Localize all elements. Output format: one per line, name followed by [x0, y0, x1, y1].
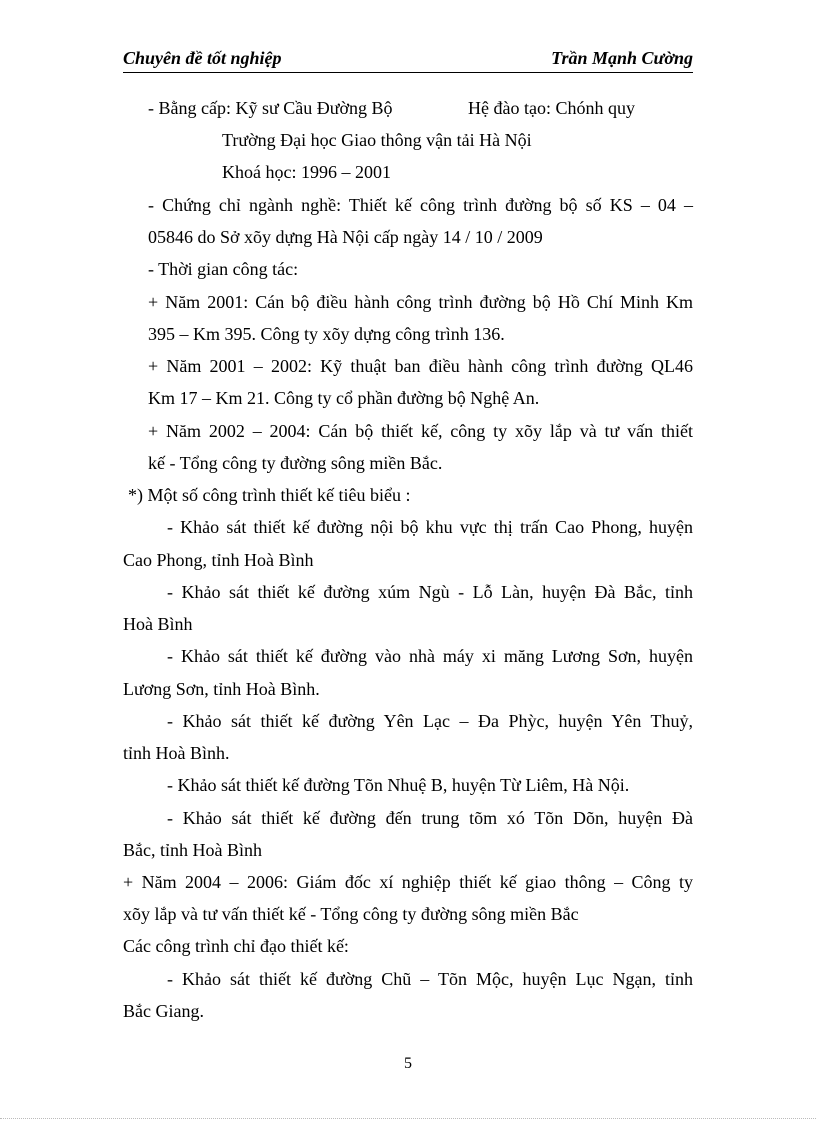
project-item: - Khảo sát thiết kế đường vào nhà máy xi măng Lương Sơn, huyện	[167, 646, 693, 666]
work-item-cont: kế - Tổng công ty đường sông miền Bắc.	[148, 453, 443, 473]
page-number: 5	[404, 1055, 412, 1072]
project-item-cont: Bắc Giang.	[123, 1001, 204, 1021]
project-item-cont: tỉnh Hoà Bình.	[123, 743, 230, 763]
project-item-cont: Cao Phong, tỉnh Hoà Bình	[123, 550, 314, 570]
project-item: - Khảo sát thiết kế đường Chũ – Tõn Mộc, huyện Lục Ngạn, tỉnh	[167, 969, 693, 989]
certificate-line-cont: 05846 do Sở xõy dựng Hà Nội cấp ngày 14 / 10 / 2009	[148, 227, 543, 247]
header-title: Chuyên đề tốt nghiệp	[123, 48, 282, 68]
work-item: + Năm 2002 – 2004: Cán bộ thiết kế, công ty xõy lắp và tư vấn thiết	[148, 421, 693, 441]
work-item-cont: Km 17 – Km 21. Công ty cổ phần đường bộ Nghệ An.	[148, 388, 540, 408]
page-bottom-divider	[0, 1118, 816, 1119]
project-item-cont: Bắc, tỉnh Hoà Bình	[123, 840, 262, 860]
training-type: Hệ đào tạo: Chónh quy	[468, 98, 635, 118]
project-item: - Khảo sát thiết kế đường Tõn Nhuệ B, huyện Từ Liêm, Hà Nội.	[167, 775, 630, 795]
work-item-cont: 395 – Km 395. Công ty xõy dựng công trình 136.	[148, 324, 505, 344]
work-period-heading: - Thời gian công tác:	[148, 259, 299, 279]
work-item: + Năm 2004 – 2006: Giám đốc xí nghiệp thiết kế giao thông – Công ty	[123, 872, 693, 892]
directed-projects-heading: Các công trình chỉ đạo thiết kế:	[123, 936, 349, 956]
work-item-cont: xõy lắp và tư vấn thiết kế - Tổng công ty đường sông miền Bắc	[123, 904, 579, 924]
course-line: Khoá học: 1996 – 2001	[222, 162, 391, 182]
project-item: - Khảo sát thiết kế đường Yên Lạc – Đa Phỳc, huyện Yên Thuỷ,	[167, 711, 693, 731]
projects-heading: *) Một số công trình thiết kế tiêu biểu :	[128, 485, 411, 505]
header-author: Trần Mạnh Cường	[551, 48, 693, 68]
certificate-line: - Chứng chỉ ngành nghề: Thiết kế công trình đường bộ số KS – 04 –	[148, 195, 693, 215]
project-item-cont: Lương Sơn, tỉnh Hoà Bình.	[123, 679, 320, 699]
project-item: - Khảo sát thiết kế đường xúm Ngù - Lỗ Làn, huyện Đà Bắc, tỉnh	[167, 582, 693, 602]
degree-line: - Bằng cấp: Kỹ sư Cầu Đường Bộ	[148, 98, 393, 118]
work-item: + Năm 2001 – 2002: Kỹ thuật ban điều hành công trình đường QL46	[148, 356, 693, 376]
page-header	[123, 48, 693, 73]
university-line: Trường Đại học Giao thông vận tải Hà Nội	[222, 130, 532, 150]
project-item: - Khảo sát thiết kế đường đến trung tõm xó Tõn Dõn, huyện Đà	[167, 808, 693, 828]
project-item: - Khảo sát thiết kế đường nội bộ khu vực thị trấn Cao Phong, huyện	[167, 517, 693, 537]
work-item: + Năm 2001: Cán bộ điều hành công trình đường bộ Hồ Chí Minh Km	[148, 292, 693, 312]
project-item-cont: Hoà Bình	[123, 614, 193, 634]
